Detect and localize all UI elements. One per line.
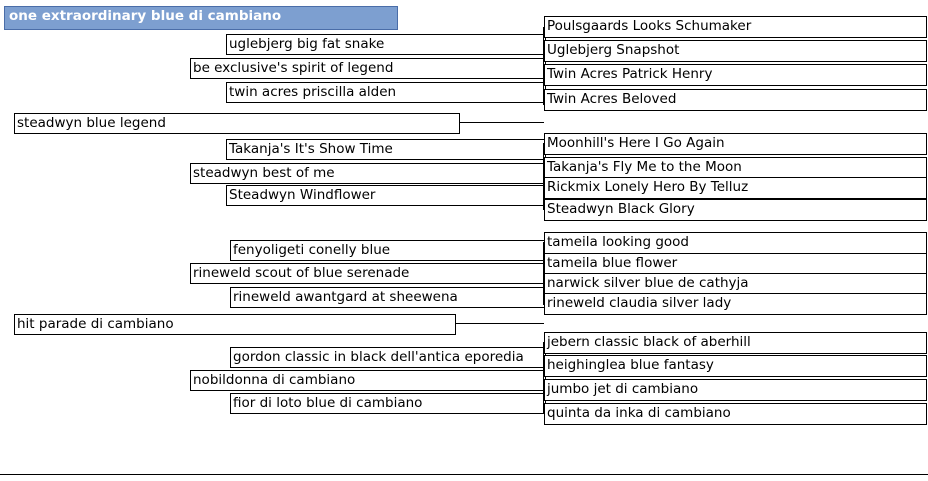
gen4-item[interactable]: quinta da inka di cambiano	[544, 403, 927, 425]
grandparent-ss[interactable]: be exclusive's spirit of legend	[190, 58, 546, 79]
gen4-item[interactable]: Twin Acres Patrick Henry	[544, 64, 927, 86]
gen4-item[interactable]: jebern classic black of aberhill	[544, 332, 927, 354]
great-grandparent-dsd[interactable]: rineweld awantgard at sheewena	[230, 287, 546, 308]
gen4-item[interactable]: jumbo jet di cambiano	[544, 379, 927, 401]
sire[interactable]: steadwyn blue legend	[14, 113, 460, 134]
great-grandparent-sdd[interactable]: Steadwyn Windflower	[226, 185, 546, 206]
gen4-item[interactable]: tameila looking good	[544, 232, 927, 254]
grandparent-ds[interactable]: rineweld scout of blue serenade	[190, 263, 546, 284]
great-grandparent-ddd[interactable]: fior di loto blue di cambiano	[230, 393, 546, 414]
dam[interactable]: hit parade di cambiano	[14, 314, 456, 335]
connector-line	[543, 143, 544, 210]
great-grandparent-dds[interactable]: gordon classic in black dell'antica eporedia	[230, 347, 546, 368]
connector-line	[543, 342, 544, 414]
connector-line	[543, 242, 544, 305]
grandparent-dd[interactable]: nobildonna di cambiano	[190, 370, 546, 391]
great-grandparent-sds[interactable]: Takanja's It's Show Time	[226, 139, 546, 160]
connector-line	[456, 323, 544, 324]
gen4-item[interactable]: tameila blue flower	[544, 253, 927, 275]
grandparent-sd[interactable]: steadwyn best of me	[190, 163, 546, 184]
great-grandparent-ssd[interactable]: twin acres priscilla alden	[226, 82, 546, 103]
gen4-item[interactable]: rineweld claudia silver lady	[544, 293, 927, 315]
gen4-item[interactable]: Moonhill's Here I Go Again	[544, 133, 927, 155]
great-grandparent-sss[interactable]: uglebjerg big fat snake	[226, 34, 546, 55]
great-grandparent-dss[interactable]: fenyoligeti conelly blue	[230, 240, 546, 261]
gen4-item[interactable]: Rickmix Lonely Hero By Telluz	[544, 177, 927, 199]
connector-line	[460, 122, 544, 123]
gen4-item[interactable]: Steadwyn Black Glory	[544, 199, 927, 221]
gen4-item[interactable]: Twin Acres Beloved	[544, 89, 927, 111]
gen4-item[interactable]: Takanja's Fly Me to the Moon	[544, 157, 927, 179]
subject-dog[interactable]: one extraordinary blue di cambiano	[4, 6, 398, 30]
gen4-item[interactable]: heighinglea blue fantasy	[544, 355, 927, 377]
gen4-item[interactable]: narwick silver blue de cathyja	[544, 273, 927, 295]
gen4-item[interactable]: Uglebjerg Snapshot	[544, 40, 927, 62]
gen4-item[interactable]: Poulsgaards Looks Schumaker	[544, 16, 927, 38]
connector-line	[543, 27, 544, 105]
footer-divider	[0, 474, 928, 475]
